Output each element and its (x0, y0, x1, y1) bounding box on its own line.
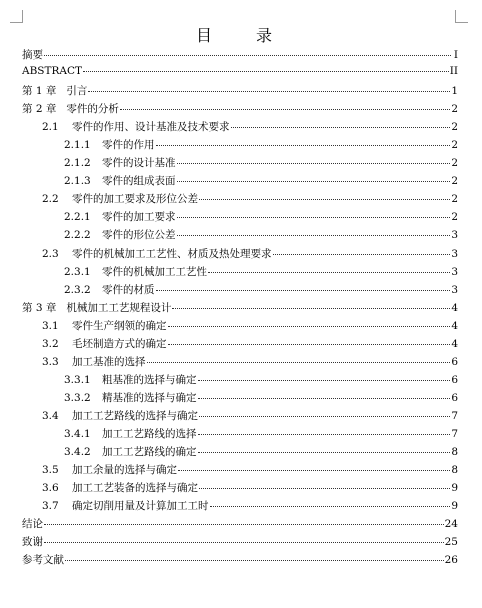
dot-leader (147, 362, 451, 363)
toc-entry-label: 机械加工工艺规程设计 (66, 301, 172, 314)
toc-entry[interactable] (22, 155, 458, 173)
toc-entry-label: 引言 (66, 85, 88, 98)
toc-entry-number: 2.1 (42, 121, 59, 134)
dot-leader (44, 542, 444, 543)
toc-entry-page: 1 (451, 85, 458, 98)
dot-leader (88, 91, 450, 92)
toc-entry[interactable] (22, 516, 458, 534)
dot-leader (177, 217, 451, 218)
toc-entry-page: I (453, 49, 458, 61)
toc-entry-number: 2.3.2 (64, 283, 91, 296)
toc-entry-page: 2 (451, 211, 458, 224)
toc-entry[interactable] (22, 498, 458, 516)
toc-entry-page: 2 (451, 193, 458, 206)
toc-entry-label: 零件的机械加工工艺性、材质及热处理要求 (72, 247, 272, 260)
toc-entry-page: 6 (451, 391, 458, 404)
toc-entry-page: 2 (451, 157, 458, 170)
toc-entry-number: 3.3 (42, 355, 59, 368)
toc-entry-page: 6 (451, 355, 458, 368)
dot-leader (177, 163, 451, 164)
toc-entry-label: 零件的分析 (66, 103, 119, 116)
dot-leader (177, 235, 451, 236)
toc-entry[interactable] (22, 426, 458, 444)
toc-entry-number: 3.7 (42, 500, 59, 513)
toc-entry-page: II (449, 65, 458, 78)
toc-entry-number: 2.3.1 (64, 265, 91, 278)
toc-entry[interactable] (22, 264, 458, 282)
toc-entry-page: 3 (451, 229, 458, 242)
margin-corner-mark (455, 10, 468, 23)
toc-entry-number: 3.4 (42, 409, 59, 422)
dot-leader (168, 344, 451, 345)
dot-leader (273, 254, 451, 255)
dot-leader (177, 181, 451, 182)
toc-entry-label: 零件的机械加工工艺性 (102, 265, 207, 278)
toc-entry-label: 加工工艺装备的选择与确定 (72, 482, 198, 495)
toc-entry[interactable] (22, 336, 458, 354)
toc-entry-page: 6 (451, 373, 458, 386)
toc-entry[interactable] (22, 101, 458, 119)
toc-entry-label: 毛坯制造方式的确定 (72, 337, 167, 350)
toc-entry-label: 零件的设计基准 (102, 157, 176, 170)
toc-entry-number: 3.5 (42, 464, 59, 477)
dot-leader (210, 506, 451, 507)
toc-entry-label: 加工工艺路线的确定 (102, 446, 197, 459)
toc-entry-page: 2 (451, 175, 458, 188)
dot-leader (172, 308, 450, 309)
toc-entry-label: ABSTRACT (22, 65, 83, 78)
dot-leader (120, 109, 450, 110)
dot-leader (199, 416, 450, 417)
toc-entry-number: 3.2 (42, 337, 59, 350)
toc-entry-number: 3.1 (42, 319, 59, 332)
toc-entry-page: 2 (451, 139, 458, 152)
toc-entry-page: 7 (451, 427, 458, 440)
toc-entry-number: 2.3 (42, 247, 59, 260)
toc-entry-label: 加工基准的选择 (72, 355, 146, 368)
toc-entry-page: 3 (451, 247, 458, 260)
toc-entry[interactable] (22, 227, 458, 245)
toc-entry-label: 精基准的选择与确定 (102, 391, 197, 404)
toc-title: 目 录 (195, 26, 286, 45)
toc-entry-page: 9 (451, 500, 458, 513)
toc-entry-label: 参考文献 (22, 554, 64, 567)
toc-entry-label: 零件生产纲领的确定 (72, 319, 167, 332)
toc-entry-number: 3.4.1 (64, 427, 91, 440)
dot-leader (65, 560, 444, 561)
toc-entry-page: 4 (451, 319, 458, 332)
dot-leader (156, 145, 451, 146)
dot-leader (198, 434, 451, 435)
toc-entry-number: 2.2 (42, 193, 59, 206)
toc-entry[interactable] (22, 462, 458, 480)
dot-leader (83, 71, 449, 72)
toc-entry[interactable] (22, 119, 458, 137)
toc-entry[interactable] (22, 173, 458, 191)
toc-entry-number: 第 1 章 (22, 85, 57, 98)
toc-entry[interactable] (22, 372, 458, 390)
toc-entry[interactable] (22, 65, 458, 83)
toc-entry-page: 2 (451, 121, 458, 134)
toc-entry[interactable] (22, 191, 458, 209)
dot-leader (44, 55, 451, 56)
toc-entry-page: 4 (451, 337, 458, 350)
toc-entry[interactable] (22, 480, 458, 498)
toc-entry-page: 2 (451, 103, 458, 116)
toc-entry-page: 26 (444, 554, 458, 567)
toc-entry-page: 4 (451, 301, 458, 314)
table-of-contents (22, 47, 458, 570)
dot-leader (198, 452, 451, 453)
toc-entry-label: 摘要 (22, 49, 43, 61)
toc-entry-label: 零件的形位公差 (102, 229, 176, 242)
dot-leader (198, 398, 451, 399)
toc-entry[interactable] (22, 534, 458, 552)
toc-entry[interactable] (22, 408, 458, 426)
toc-entry-number: 3.4.2 (64, 446, 91, 459)
toc-entry-number: 2.1.3 (64, 175, 91, 188)
toc-entry-label: 零件的组成表面 (102, 175, 176, 188)
dot-leader (231, 127, 451, 128)
toc-entry-page: 25 (444, 536, 458, 549)
toc-entry[interactable] (22, 354, 458, 372)
toc-entry-number: 3.3.1 (64, 373, 91, 386)
toc-entry-label: 零件的加工要求 (102, 211, 176, 224)
toc-entry-label: 确定切削用量及计算加工工时 (72, 500, 209, 513)
toc-entry-number: 第 3 章 (22, 301, 57, 314)
dot-leader (156, 290, 451, 291)
toc-entry-number: 2.2.1 (64, 211, 91, 224)
toc-entry-label: 零件的作用 (102, 139, 155, 152)
dot-leader (168, 326, 451, 327)
toc-entry-page: 24 (444, 518, 458, 531)
toc-entry-label: 致谢 (22, 536, 43, 549)
toc-entry-label: 粗基准的选择与确定 (102, 373, 197, 386)
margin-corner-mark (10, 10, 23, 23)
toc-entry-label: 零件的材质 (102, 283, 155, 296)
dot-leader (198, 380, 451, 381)
toc-entry-label: 加工工艺路线的选择与确定 (72, 409, 198, 422)
toc-entry-number: 2.1.2 (64, 157, 91, 170)
toc-entry[interactable] (22, 282, 458, 300)
toc-entry-number: 第 2 章 (22, 103, 57, 116)
toc-entry-page: 8 (451, 446, 458, 459)
toc-entry-label: 加工余量的选择与确定 (72, 464, 177, 477)
toc-entry-number: 3.3.2 (64, 391, 91, 404)
dot-leader (199, 199, 450, 200)
toc-entry-number: 2.1.1 (64, 139, 91, 152)
toc-entry-label: 结论 (22, 518, 43, 531)
dot-leader (44, 524, 444, 525)
toc-entry[interactable] (22, 390, 458, 408)
toc-entry[interactable] (22, 246, 458, 264)
toc-entry[interactable] (22, 137, 458, 155)
toc-entry[interactable] (22, 47, 458, 65)
toc-entry-number: 2.2.2 (64, 229, 91, 242)
toc-entry[interactable] (22, 444, 458, 462)
toc-entry[interactable] (22, 318, 458, 336)
toc-entry-page: 3 (451, 283, 458, 296)
dot-leader (208, 272, 450, 273)
toc-entry[interactable] (22, 83, 458, 101)
toc-entry-label: 零件的作用、设计基准及技术要求 (72, 121, 230, 134)
dot-leader (199, 488, 450, 489)
toc-entry-number: 3.6 (42, 482, 59, 495)
toc-entry-page: 3 (451, 265, 458, 278)
toc-entry[interactable] (22, 209, 458, 227)
toc-entry[interactable] (22, 552, 458, 570)
toc-entry[interactable] (22, 300, 458, 318)
toc-entry-page: 8 (451, 464, 458, 477)
toc-entry-page: 9 (451, 482, 458, 495)
toc-entry-label: 零件的加工要求及形位公差 (72, 193, 198, 206)
toc-entry-label: 加工工艺路线的选择 (102, 427, 197, 440)
toc-entry-page: 7 (451, 409, 458, 422)
dot-leader (178, 470, 450, 471)
